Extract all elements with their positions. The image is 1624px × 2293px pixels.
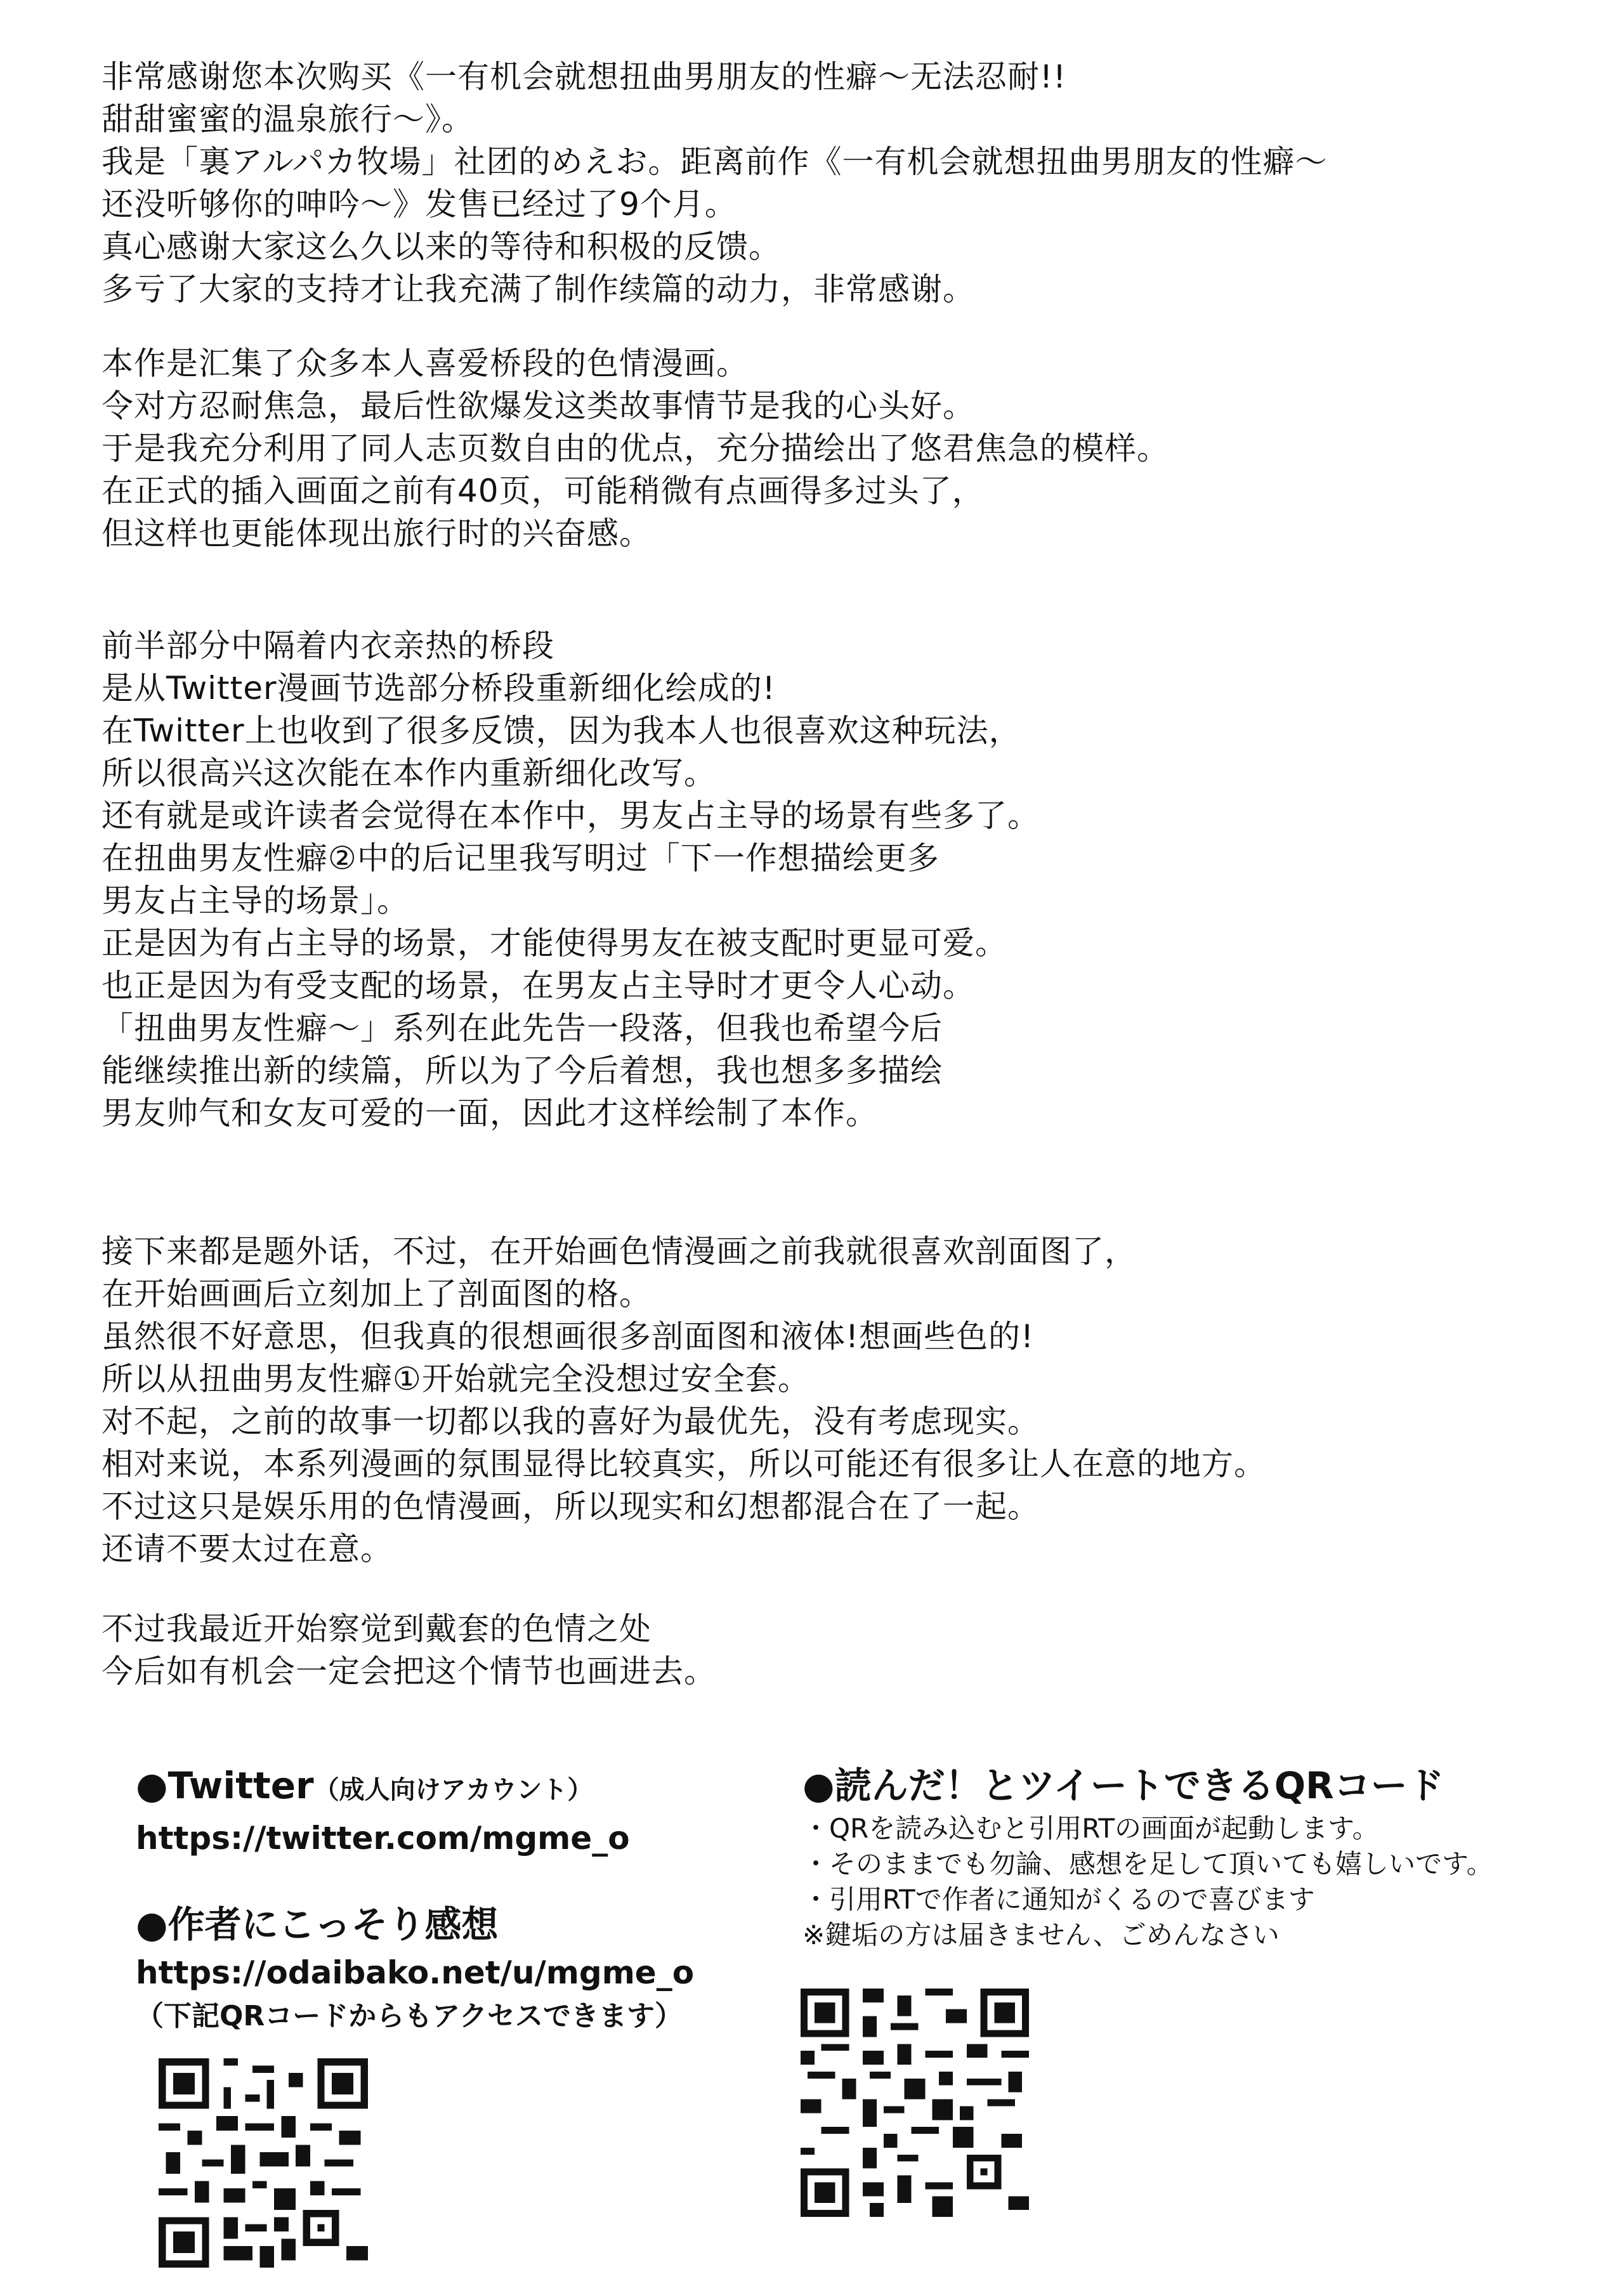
text-line: 令对方忍耐焦急，最后性欲爆发这类故事情节是我的心头好。	[102, 388, 975, 424]
text-line: 我是「裏アルパカ牧場」社团的めえお。距离前作《一有机会就想扭曲男朋友的性癖～	[102, 143, 1328, 180]
text-line: 多亏了大家的支持才让我充满了制作续篇的动力，非常感谢。	[102, 271, 975, 308]
text-line: 甜甜蜜蜜的温泉旅行～》。	[102, 101, 474, 138]
text-line: 还请不要太过在意。	[102, 1531, 393, 1567]
qr-note: ・引用RTで作者に通知がくるので喜びます	[802, 1884, 1315, 1915]
contact-left-block	[136, 1760, 770, 2037]
text-line: 虽然很不好意思，但我真的很想画很多剖面图和液体!想画些色的!	[102, 1318, 1035, 1355]
text-line: 男友帅气和女友可爱的一面，因此才这样绘制了本作。	[102, 1095, 878, 1132]
odaibako-url-link[interactable]: https://odaibako.net/u/mgme_o	[136, 1954, 695, 1991]
text-line: 相对来说，本系列漫画的氛围显得比较真实，所以可能还有很多让人在意的地方。	[102, 1446, 1266, 1482]
text-line: 对不起，之前的故事一切都以我的喜好为最优先，没有考虑现实。	[102, 1403, 1040, 1440]
text-line: 在Twitter上也收到了很多反馈，因为我本人也很喜欢这种玩法，	[102, 712, 1021, 749]
qr-heading: ●読んだ！とツイートできるQRコード	[802, 1764, 1444, 1807]
text-line: 还有就是或许读者会觉得在本作中，男友占主导的场景有些多了。	[102, 797, 1040, 834]
text-line: 不过这只是娱乐用的色情漫画，所以现实和幻想都混合在了一起。	[102, 1488, 1040, 1525]
text-line: 所以很高兴这次能在本作内重新细化改写。	[102, 755, 716, 792]
twitter-heading-sub: （成人向けアカウント）	[313, 1775, 593, 1805]
text-line: 「扭曲男友性癖～」系列在此先告一段落，但我也希望今后	[102, 1010, 943, 1047]
paragraph-digression	[102, 1231, 1535, 1571]
text-line: 是从Twitter漫画节选部分桥段重新细化绘成的!	[102, 670, 776, 707]
text-line: 不过我最近开始察觉到戴套的色情之处	[102, 1610, 652, 1647]
twitter-heading-label: ●Twitter	[136, 1764, 314, 1807]
qr-note: ・QRを読み込むと引用RTの画面が起動します。	[802, 1813, 1379, 1844]
twitter-heading	[136, 1760, 770, 1815]
paragraph-intro	[102, 56, 1535, 311]
text-line: 在开始画画后立刻加上了剖面图的格。	[102, 1276, 652, 1312]
text-line: 还没听够你的呻吟～》发售已经过了9个月。	[102, 186, 737, 223]
text-line: 前半部分中隔着内衣亲热的桥段	[102, 627, 554, 664]
tweet-qr-code[interactable]	[801, 1989, 1029, 2217]
odaibako-note: （下記QRコードからもアクセスできます）	[136, 2000, 683, 2032]
paragraph-first-half	[102, 625, 1535, 1135]
twitter-url-link[interactable]: https://twitter.com/mgme_o	[136, 1820, 630, 1857]
text-line: 能继续推出新的续篇，所以为了今后着想，我也想多多描绘	[102, 1052, 943, 1089]
text-line: 真心感谢大家这么久以来的等待和积极的反馈。	[102, 228, 781, 265]
text-line: 接下来都是题外话，不过，在开始画色情漫画之前我就很喜欢剖面图了，	[102, 1233, 1137, 1270]
text-line: 但这样也更能体现出旅行时的兴奋感。	[102, 515, 652, 552]
odaibako-qr-code[interactable]	[159, 2058, 368, 2268]
qr-note: ・そのままでも勿論、感想を足して頂いても嬉しいです。	[802, 1848, 1493, 1879]
qr-note: ※鍵垢の方は届きません、ごめんなさい	[802, 1919, 1280, 1950]
paragraph-closing	[102, 1608, 1535, 1693]
text-line: 在扭曲男友性癖②中的后记里我写明过「下一作想描绘更多	[102, 840, 940, 877]
text-line: 于是我充分利用了同人志页数自由的优点，充分描绘出了悠君焦急的模样。	[102, 430, 1169, 467]
text-line: 所以从扭曲男友性癖①开始就完全没想过安全套。	[102, 1361, 810, 1397]
text-line: 在正式的插入画面之前有40页，可能稍微有点画得多过头了，	[102, 473, 985, 509]
text-line: 正是因为有占主导的场景，才能使得男友在被支配时更显可爱。	[102, 925, 1007, 962]
text-line: 本作是汇集了众多本人喜爱桥段的色情漫画。	[102, 345, 749, 382]
text-line: 非常感谢您本次购买《一有机会就想扭曲男朋友的性癖～无法忍耐!!	[102, 58, 1067, 95]
contact-right-block	[802, 1760, 1576, 1953]
text-line: 今后如有机会一定会把这个情节也画进去。	[102, 1653, 716, 1690]
text-line: 也正是因为有受支配的场景，在男友占主导时才更令人心动。	[102, 967, 975, 1004]
text-line: 男友占主导的场景」。	[102, 882, 409, 919]
odaibako-heading: ●作者にこっそり感想	[136, 1903, 499, 1946]
paragraph-about-work	[102, 343, 1535, 555]
